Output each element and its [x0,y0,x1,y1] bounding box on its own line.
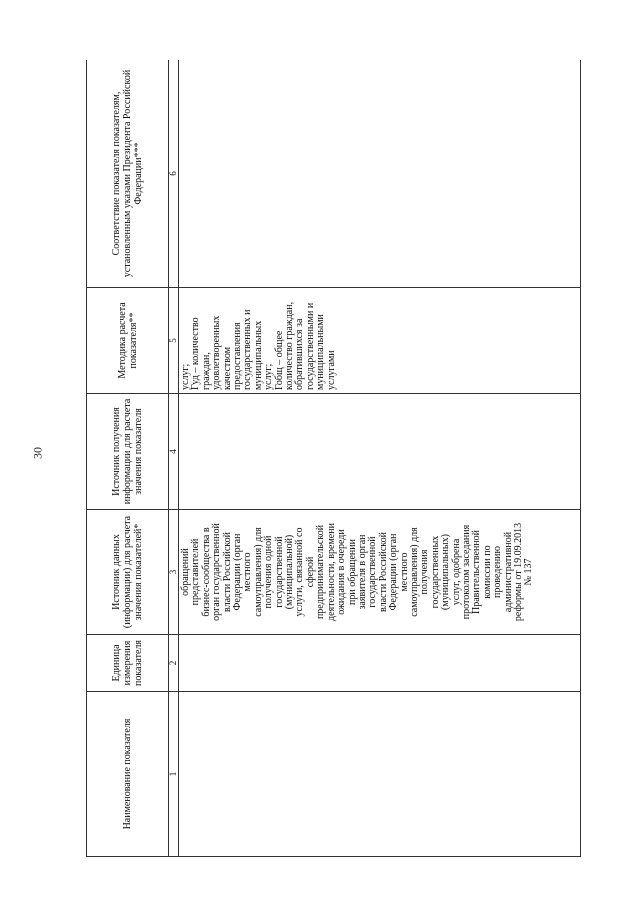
text-line: Правительственной [471,529,483,615]
text-line: услуг, одобрена [450,538,462,606]
column-number: 3 [169,510,179,635]
text-line: (муниципальных) [440,534,452,610]
text-line: Гобщ – общее [273,330,285,390]
text-line: обратившихся за [294,318,306,390]
text-line: орган государственной [211,523,223,621]
text-line: граждан, [200,352,212,390]
text-line: № 137 [523,558,535,586]
text-line: предоставления [232,322,244,390]
text-line: услуг; [263,363,275,390]
text-line: при обращении [346,539,358,605]
cell-info-source [179,394,581,510]
header-info-source: Источник получения информации для расчета значения показателя [87,394,169,510]
text-line: заявителя в орган [356,534,368,610]
text-line: (муниципальной) [284,534,296,610]
text-line: власти Российской [221,532,233,612]
text-line: муниципальных [252,320,264,390]
text-line: услуги, связанной со [294,527,306,617]
cell-indicator-name [179,692,581,857]
text-line: муниципальными [315,314,327,390]
cell-data-source [179,510,581,635]
text-line: государственных [429,535,441,609]
text-line: получения [419,549,431,595]
rotated-table-container [86,60,581,857]
text-line: государственных и [242,309,254,390]
text-line: удовлетворенных [211,315,223,390]
text-line: местного [398,552,410,592]
table-header-row [87,60,169,857]
cell-method [179,288,581,394]
text-line: самоуправления) для [252,527,264,617]
text-line: проведению [492,545,504,599]
text-line: деятельности, времени [325,523,337,621]
cell-decree-compliance [179,60,581,288]
text-line: государственной [273,536,285,608]
column-number: 1 [169,692,179,857]
text-line: предпринимательской [315,524,327,620]
text-line: государственной [367,536,379,608]
text-line: услуг; [180,363,191,390]
text-line: местного [242,552,254,592]
text-line: сферой [304,556,316,588]
text-line: ожидания в очереди [336,529,348,615]
text-line: самоуправления) для [408,527,420,617]
text-line: комиссии по [481,545,493,599]
column-number: 2 [169,635,179,692]
column-number: 4 [169,394,179,510]
cell-unit [179,635,581,692]
text-line: бизнес-сообщества в [200,527,212,617]
text-line: качеством [221,346,233,390]
header-indicator-name: Наименование показателя [87,692,169,857]
text-line: Федерации (орган [232,533,244,611]
text-line: административной [502,531,514,613]
text-line: государственными и [304,302,316,390]
column-number-row [169,60,179,857]
text-line: услугами [325,350,337,390]
table-viewport [86,60,581,857]
header-unit: Единица измерения показателя [87,635,169,692]
header-data-source: Источник данных (информации) для расчета значения показателей* [87,510,169,635]
text-line: Федерации (орган [388,533,400,611]
text-line: власти Российской [377,532,389,612]
header-method: Методика расчета показателя** [87,288,169,394]
indicator-table [86,60,581,857]
text-line: реформы от 19.09.2013 [513,522,524,622]
text-line: Гуд – количество [190,317,202,390]
text-line: количество граждан, [284,301,296,390]
text-line: представителей [190,538,202,606]
text-line: обращений [180,548,191,596]
header-decree-compliance: Соответствие показателя показателям, установленным указами Президента Российской Федерации*** [87,60,169,288]
column-number: 6 [169,60,179,288]
table-row [179,60,581,857]
text-line: протоколом заседания [460,524,472,620]
text-line: получения одной [263,535,275,609]
column-number: 5 [169,288,179,394]
page-number: 30 [30,447,45,459]
